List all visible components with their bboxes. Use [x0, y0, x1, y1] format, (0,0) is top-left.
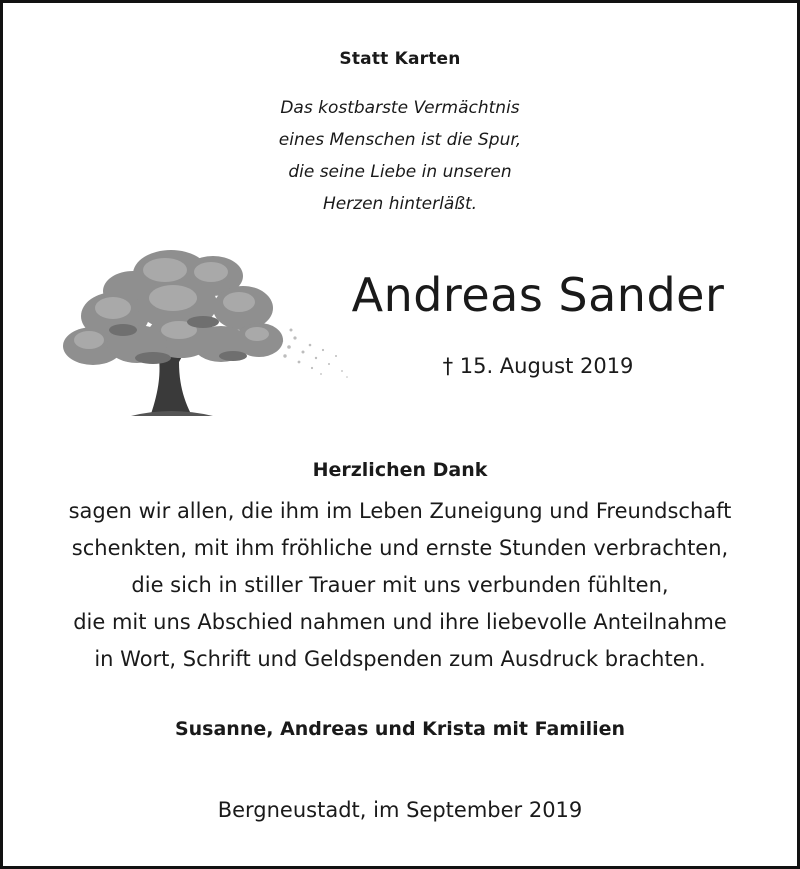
quote-line: Das kostbarste Vermächtnis [280, 98, 520, 118]
thanks-line: die sich in stiller Trauer mit uns verbunden fühlten, [131, 573, 669, 597]
quote-line: Herzen hinterläßt. [322, 194, 478, 214]
thanks-text [3, 493, 797, 678]
thanks-line: in Wort, Schrift und Geldspenden zum Ausdruck brachten. [94, 647, 706, 671]
thanks-line: sagen wir allen, die ihm im Leben Zuneigung und Freundschaft [68, 499, 732, 523]
thanks-line: die mit uns Abschied nahmen und ihre liebevolle Anteilnahme [73, 610, 727, 634]
statt-karten-label: Statt Karten [339, 49, 461, 69]
quote-line: die seine Liebe in unseren [288, 162, 512, 182]
death-date: † 15. August 2019 [442, 354, 634, 378]
quote-line: eines Menschen ist die Spur, [278, 130, 522, 150]
place-date: Bergneustadt, im September 2019 [217, 798, 583, 822]
memorial-quote [3, 92, 797, 220]
thanks-heading: Herzlichen Dank [312, 459, 488, 481]
deceased-name: Andreas Sander [351, 268, 725, 322]
thanks-line: schenkten, mit ihm fröhliche und ernste Stunden verbrachten, [71, 536, 729, 560]
family-signature: Susanne, Andreas und Krista mit Familien [174, 718, 626, 740]
